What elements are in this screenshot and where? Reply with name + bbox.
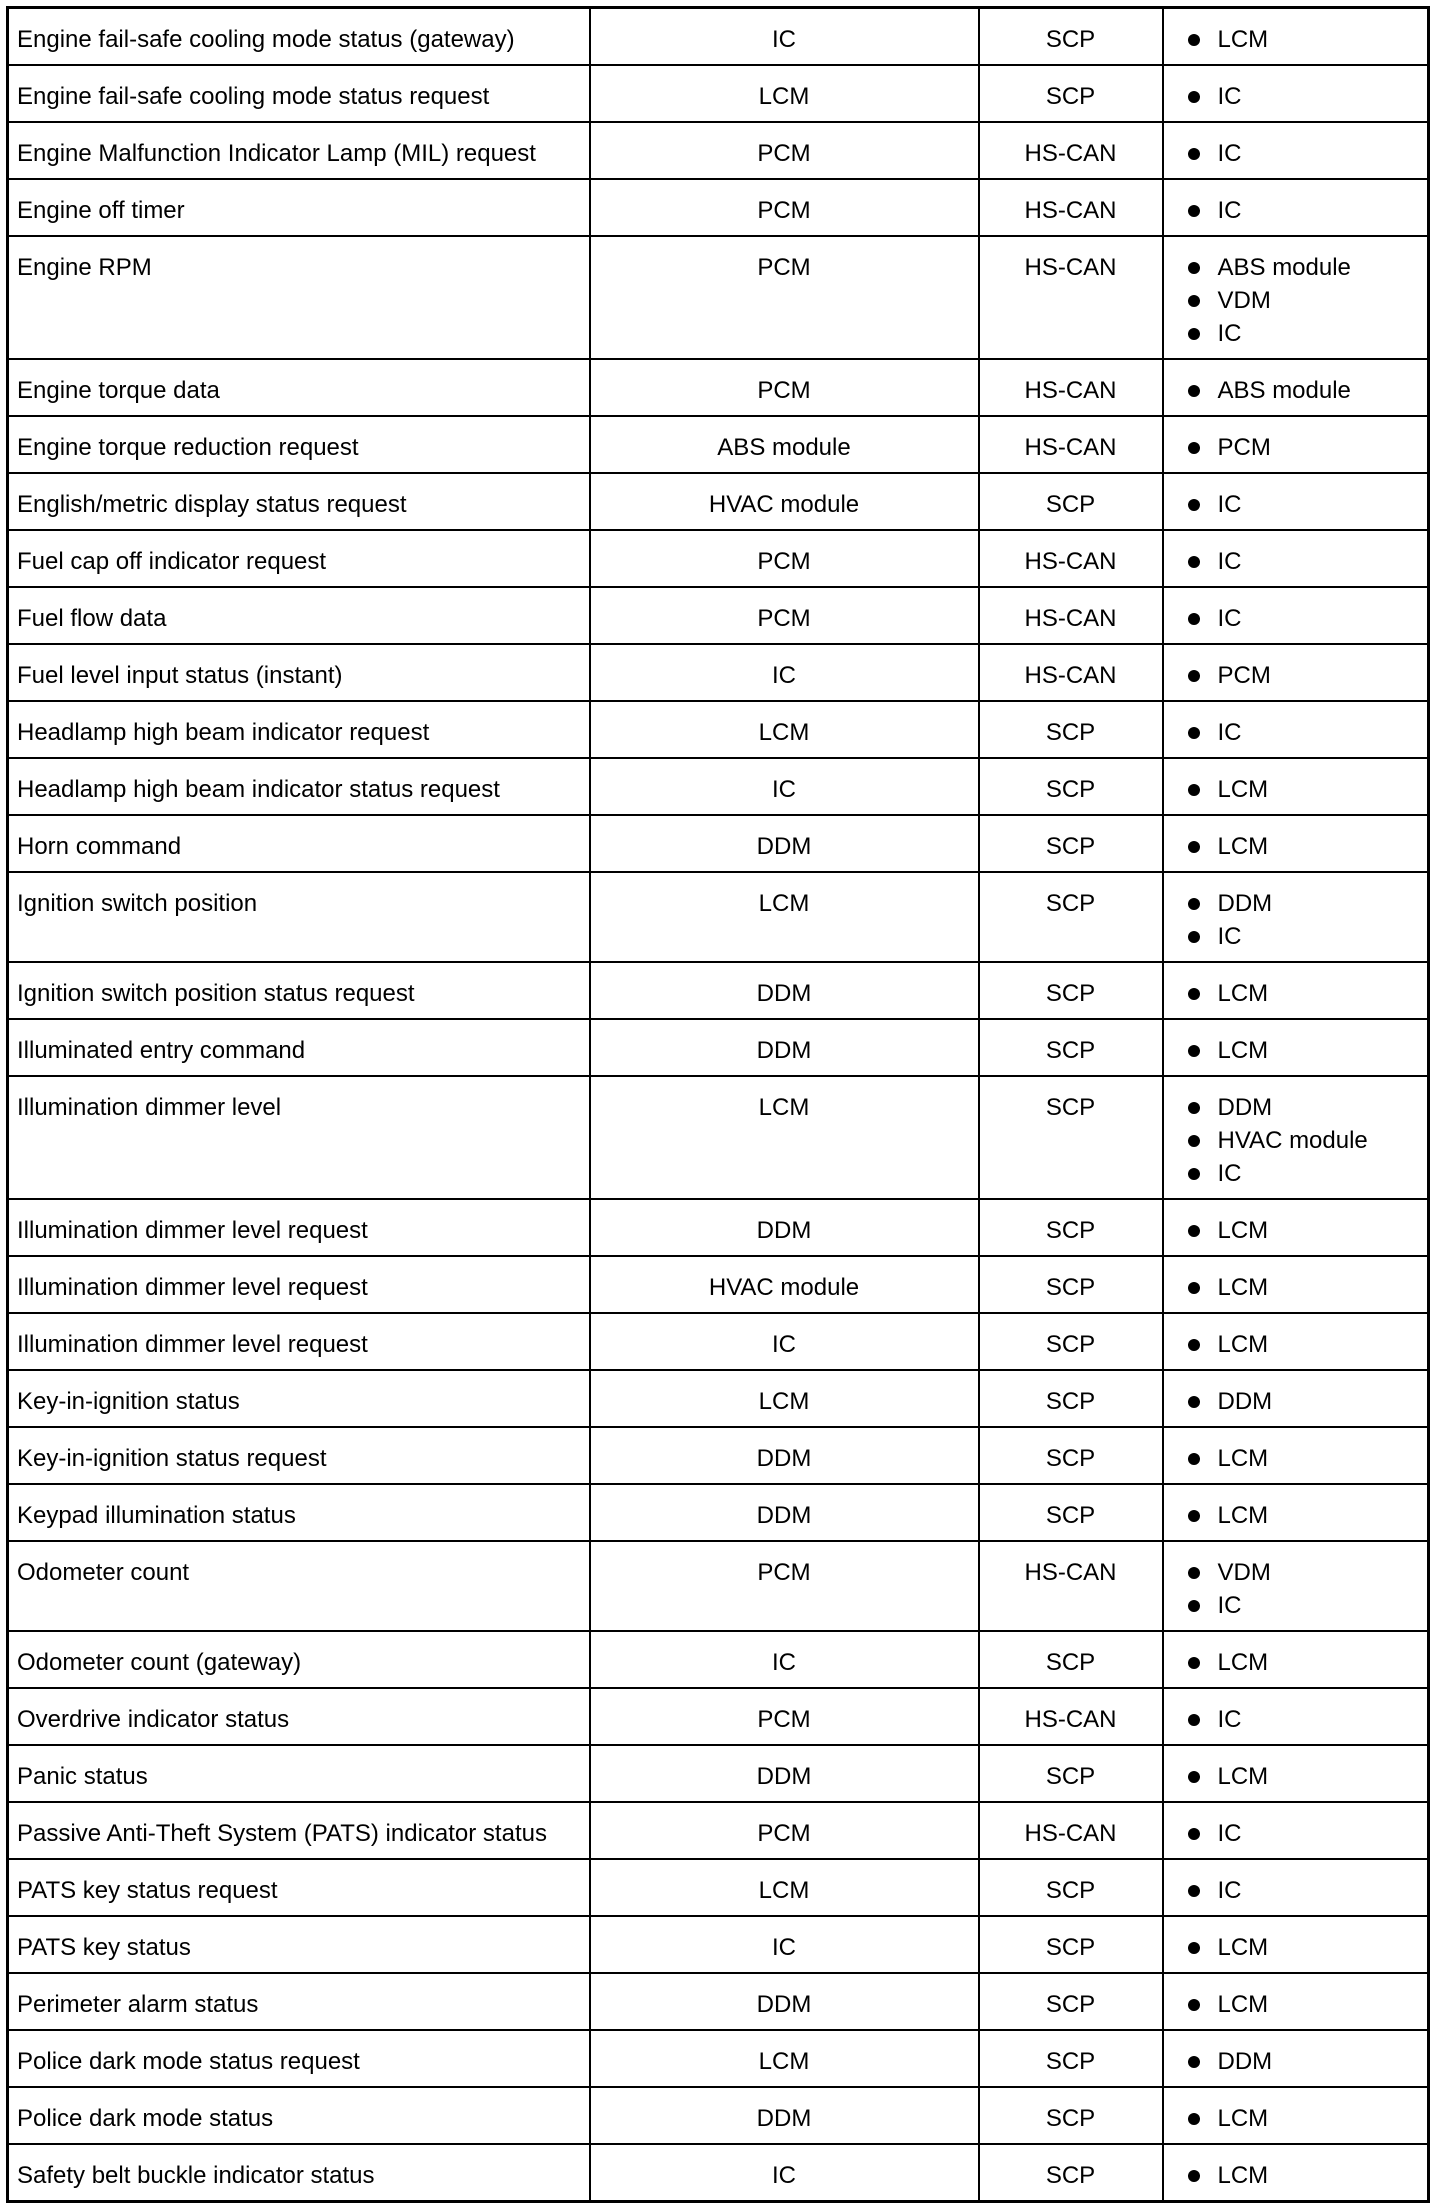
receivers-cell [1163,1484,1429,1541]
receiver-item: LCM [1188,1988,1428,2021]
receiver-list [1188,1931,1428,1964]
receiver-list [1188,1817,1428,1850]
receiver-item: IC [1188,1157,1428,1190]
table-row [8,1916,1429,1973]
network-cell: SCP [979,701,1163,758]
table-row [8,359,1429,416]
network-cell: HS-CAN [979,1688,1163,1745]
receivers-cell [1163,1199,1429,1256]
table-row [8,2087,1429,2144]
table-row [8,1256,1429,1313]
receiver-item: LCM [1188,1034,1428,1067]
receivers-cell [1163,1370,1429,1427]
network-cell: SCP [979,1019,1163,1076]
table-row [8,179,1429,236]
receivers-cell [1163,872,1429,962]
receiver-item: IC [1188,317,1428,350]
source-cell: DDM [590,1745,979,1802]
receivers-cell [1163,2087,1429,2144]
table-row [8,872,1429,962]
receiver-item: LCM [1188,2159,1428,2192]
receiver-item: IC [1188,1589,1428,1622]
receiver-list [1188,80,1428,113]
source-cell: PCM [590,179,979,236]
receivers-cell [1163,179,1429,236]
table-row [8,2144,1429,2202]
source-cell: IC [590,1313,979,1370]
network-cell: HS-CAN [979,179,1163,236]
receiver-list [1188,1385,1428,1418]
network-cell: HS-CAN [979,1541,1163,1631]
message-table [6,6,1430,2203]
source-cell: IC [590,1631,979,1688]
receiver-item: IC [1188,545,1428,578]
table-row [8,416,1429,473]
source-cell: IC [590,8,979,66]
receivers-cell [1163,1076,1429,1199]
receivers-cell [1163,1313,1429,1370]
message-cell: Engine torque data [8,359,590,416]
network-cell: SCP [979,1256,1163,1313]
table-row [8,701,1429,758]
network-cell: SCP [979,1484,1163,1541]
source-cell: PCM [590,1802,979,1859]
source-cell: LCM [590,65,979,122]
receivers-cell [1163,1541,1429,1631]
receiver-item: IC [1188,80,1428,113]
receiver-item: IC [1188,1817,1428,1850]
message-cell: Panic status [8,1745,590,1802]
table-row [8,236,1429,359]
receiver-list [1188,2159,1428,2192]
network-cell: HS-CAN [979,122,1163,179]
network-cell: HS-CAN [979,587,1163,644]
table-row [8,1541,1429,1631]
receiver-item: IC [1188,137,1428,170]
table-row [8,644,1429,701]
network-cell: SCP [979,758,1163,815]
table-row [8,1076,1429,1199]
table-row [8,65,1429,122]
source-cell: DDM [590,1019,979,1076]
receiver-item: DDM [1188,1385,1428,1418]
receiver-item: LCM [1188,1931,1428,1964]
table-row [8,2030,1429,2087]
receiver-item: IC [1188,1703,1428,1736]
source-cell: LCM [590,872,979,962]
receiver-list [1188,659,1428,692]
message-cell: Ignition switch position [8,872,590,962]
receivers-cell [1163,473,1429,530]
table-row [8,473,1429,530]
receiver-item: IC [1188,716,1428,749]
source-cell: DDM [590,815,979,872]
receivers-cell [1163,236,1429,359]
receiver-item: LCM [1188,1214,1428,1247]
table-row [8,1688,1429,1745]
table-row [8,1973,1429,2030]
receiver-item: IC [1188,920,1428,953]
source-cell: LCM [590,2030,979,2087]
message-cell: Engine torque reduction request [8,416,590,473]
receiver-item: LCM [1188,1328,1428,1361]
message-cell: Engine off timer [8,179,590,236]
message-cell: Illumination dimmer level request [8,1199,590,1256]
receiver-list [1188,137,1428,170]
message-cell: Passive Anti-Theft System (PATS) indicator status [8,1802,590,1859]
receivers-cell [1163,65,1429,122]
network-cell: SCP [979,2030,1163,2087]
receiver-item: LCM [1188,23,1428,56]
table-row [8,1745,1429,1802]
source-cell: PCM [590,236,979,359]
receiver-item: PCM [1188,659,1428,692]
receivers-cell [1163,1688,1429,1745]
receiver-list [1188,1328,1428,1361]
source-cell: DDM [590,1199,979,1256]
receivers-cell [1163,587,1429,644]
message-cell: Odometer count [8,1541,590,1631]
receiver-item: IC [1188,194,1428,227]
network-cell: SCP [979,1427,1163,1484]
source-cell: PCM [590,530,979,587]
message-cell: Fuel cap off indicator request [8,530,590,587]
source-cell: LCM [590,1370,979,1427]
receivers-cell [1163,758,1429,815]
network-cell: SCP [979,2144,1163,2202]
receiver-list [1188,2102,1428,2135]
receiver-item: LCM [1188,1760,1428,1793]
receiver-list [1188,1442,1428,1475]
table-row [8,1019,1429,1076]
receiver-list [1188,374,1428,407]
network-cell: HS-CAN [979,359,1163,416]
message-cell: Horn command [8,815,590,872]
message-cell: Odometer count (gateway) [8,1631,590,1688]
message-cell: Engine fail-safe cooling mode status (gateway) [8,8,590,66]
receivers-cell [1163,1745,1429,1802]
table-row [8,8,1429,66]
message-cell: Illuminated entry command [8,1019,590,1076]
receiver-list [1188,830,1428,863]
message-cell: PATS key status [8,1916,590,1973]
source-cell: IC [590,644,979,701]
source-cell: IC [590,2144,979,2202]
source-cell: LCM [590,1859,979,1916]
table-row [8,815,1429,872]
table-row [8,1313,1429,1370]
network-cell: SCP [979,962,1163,1019]
message-cell: Illumination dimmer level request [8,1313,590,1370]
receiver-item: DDM [1188,887,1428,920]
message-cell: Illumination dimmer level [8,1076,590,1199]
message-cell: Police dark mode status request [8,2030,590,2087]
receivers-cell [1163,1916,1429,1973]
receiver-list [1188,2045,1428,2078]
message-cell: English/metric display status request [8,473,590,530]
receivers-cell [1163,530,1429,587]
source-cell: ABS module [590,416,979,473]
message-cell: Police dark mode status [8,2087,590,2144]
receiver-list [1188,977,1428,1010]
table-row [8,962,1429,1019]
receiver-item: LCM [1188,1499,1428,1532]
table-row [8,1631,1429,1688]
source-cell: DDM [590,1427,979,1484]
receivers-cell [1163,1256,1429,1313]
table-row [8,530,1429,587]
network-cell: SCP [979,1370,1163,1427]
receiver-list [1188,1271,1428,1304]
message-cell: Ignition switch position status request [8,962,590,1019]
message-cell: Engine fail-safe cooling mode status request [8,65,590,122]
receiver-list [1188,545,1428,578]
network-cell: SCP [979,1313,1163,1370]
receivers-cell [1163,1859,1429,1916]
receiver-list [1188,1034,1428,1067]
source-cell: DDM [590,962,979,1019]
source-cell: PCM [590,1541,979,1631]
network-cell: SCP [979,1199,1163,1256]
receiver-item: ABS module [1188,374,1428,407]
message-cell: Headlamp high beam indicator request [8,701,590,758]
network-cell: SCP [979,1916,1163,1973]
receiver-list [1188,23,1428,56]
network-cell: HS-CAN [979,530,1163,587]
receiver-item: PCM [1188,431,1428,464]
receivers-cell [1163,962,1429,1019]
table-row [8,1427,1429,1484]
message-cell: Illumination dimmer level request [8,1256,590,1313]
source-cell: LCM [590,701,979,758]
receiver-list [1188,1874,1428,1907]
message-cell: Safety belt buckle indicator status [8,2144,590,2202]
network-cell: HS-CAN [979,1802,1163,1859]
receiver-list [1188,1988,1428,2021]
source-cell: IC [590,758,979,815]
message-cell: Perimeter alarm status [8,1973,590,2030]
network-cell: SCP [979,1076,1163,1199]
source-cell: DDM [590,1973,979,2030]
network-cell: SCP [979,872,1163,962]
receiver-item: ABS module [1188,251,1428,284]
table-row [8,1370,1429,1427]
receivers-cell [1163,8,1429,66]
source-cell: HVAC module [590,473,979,530]
receiver-list [1188,1703,1428,1736]
receiver-list [1188,773,1428,806]
receiver-item: IC [1188,488,1428,521]
message-cell: Engine RPM [8,236,590,359]
receiver-item: LCM [1188,1646,1428,1679]
message-cell: Engine Malfunction Indicator Lamp (MIL) request [8,122,590,179]
receivers-cell [1163,644,1429,701]
table-row [8,587,1429,644]
receiver-item: LCM [1188,2102,1428,2135]
receivers-cell [1163,1019,1429,1076]
source-cell: IC [590,1916,979,1973]
table-row [8,1802,1429,1859]
network-cell: SCP [979,1859,1163,1916]
message-cell: Keypad illumination status [8,1484,590,1541]
receiver-list [1188,1556,1428,1622]
receiver-item: VDM [1188,284,1428,317]
network-cell: HS-CAN [979,416,1163,473]
receiver-list [1188,1646,1428,1679]
source-cell: HVAC module [590,1256,979,1313]
receiver-list [1188,194,1428,227]
network-cell: SCP [979,1973,1163,2030]
receivers-cell [1163,815,1429,872]
receivers-cell [1163,1802,1429,1859]
receiver-item: DDM [1188,2045,1428,2078]
source-cell: DDM [590,1484,979,1541]
receiver-list [1188,887,1428,953]
receiver-item: LCM [1188,773,1428,806]
receiver-list [1188,602,1428,635]
table-row [8,1484,1429,1541]
receiver-item: VDM [1188,1556,1428,1589]
receivers-cell [1163,2144,1429,2202]
table-row [8,1199,1429,1256]
receivers-cell [1163,1973,1429,2030]
receivers-cell [1163,701,1429,758]
receiver-item: IC [1188,602,1428,635]
network-cell: HS-CAN [979,236,1163,359]
receiver-list [1188,716,1428,749]
receiver-list [1188,488,1428,521]
receiver-item: LCM [1188,1271,1428,1304]
receiver-item: HVAC module [1188,1124,1428,1157]
network-cell: SCP [979,2087,1163,2144]
source-cell: PCM [590,359,979,416]
network-cell: SCP [979,65,1163,122]
message-cell: Key-in-ignition status request [8,1427,590,1484]
network-cell: SCP [979,1631,1163,1688]
receiver-item: LCM [1188,977,1428,1010]
source-cell: PCM [590,1688,979,1745]
network-cell: SCP [979,1745,1163,1802]
table-body [8,8,1429,2202]
receiver-list [1188,1091,1428,1190]
source-cell: LCM [590,1076,979,1199]
message-cell: PATS key status request [8,1859,590,1916]
receiver-list [1188,1760,1428,1793]
receiver-item: LCM [1188,830,1428,863]
source-cell: PCM [590,587,979,644]
receiver-list [1188,1499,1428,1532]
receiver-list [1188,1214,1428,1247]
network-cell: HS-CAN [979,644,1163,701]
network-cell: SCP [979,473,1163,530]
receivers-cell [1163,122,1429,179]
receivers-cell [1163,416,1429,473]
table-row [8,122,1429,179]
receiver-item: IC [1188,1874,1428,1907]
receivers-cell [1163,2030,1429,2087]
receiver-item: DDM [1188,1091,1428,1124]
source-cell: PCM [590,122,979,179]
receiver-item: LCM [1188,1442,1428,1475]
table-row [8,758,1429,815]
table-row [8,1859,1429,1916]
message-cell: Overdrive indicator status [8,1688,590,1745]
message-cell: Fuel level input status (instant) [8,644,590,701]
message-cell: Headlamp high beam indicator status request [8,758,590,815]
message-cell: Key-in-ignition status [8,1370,590,1427]
network-cell: SCP [979,8,1163,66]
receiver-list [1188,431,1428,464]
receivers-cell [1163,1631,1429,1688]
source-cell: DDM [590,2087,979,2144]
receivers-cell [1163,1427,1429,1484]
receivers-cell [1163,359,1429,416]
message-cell: Fuel flow data [8,587,590,644]
network-cell: SCP [979,815,1163,872]
receiver-list [1188,251,1428,350]
